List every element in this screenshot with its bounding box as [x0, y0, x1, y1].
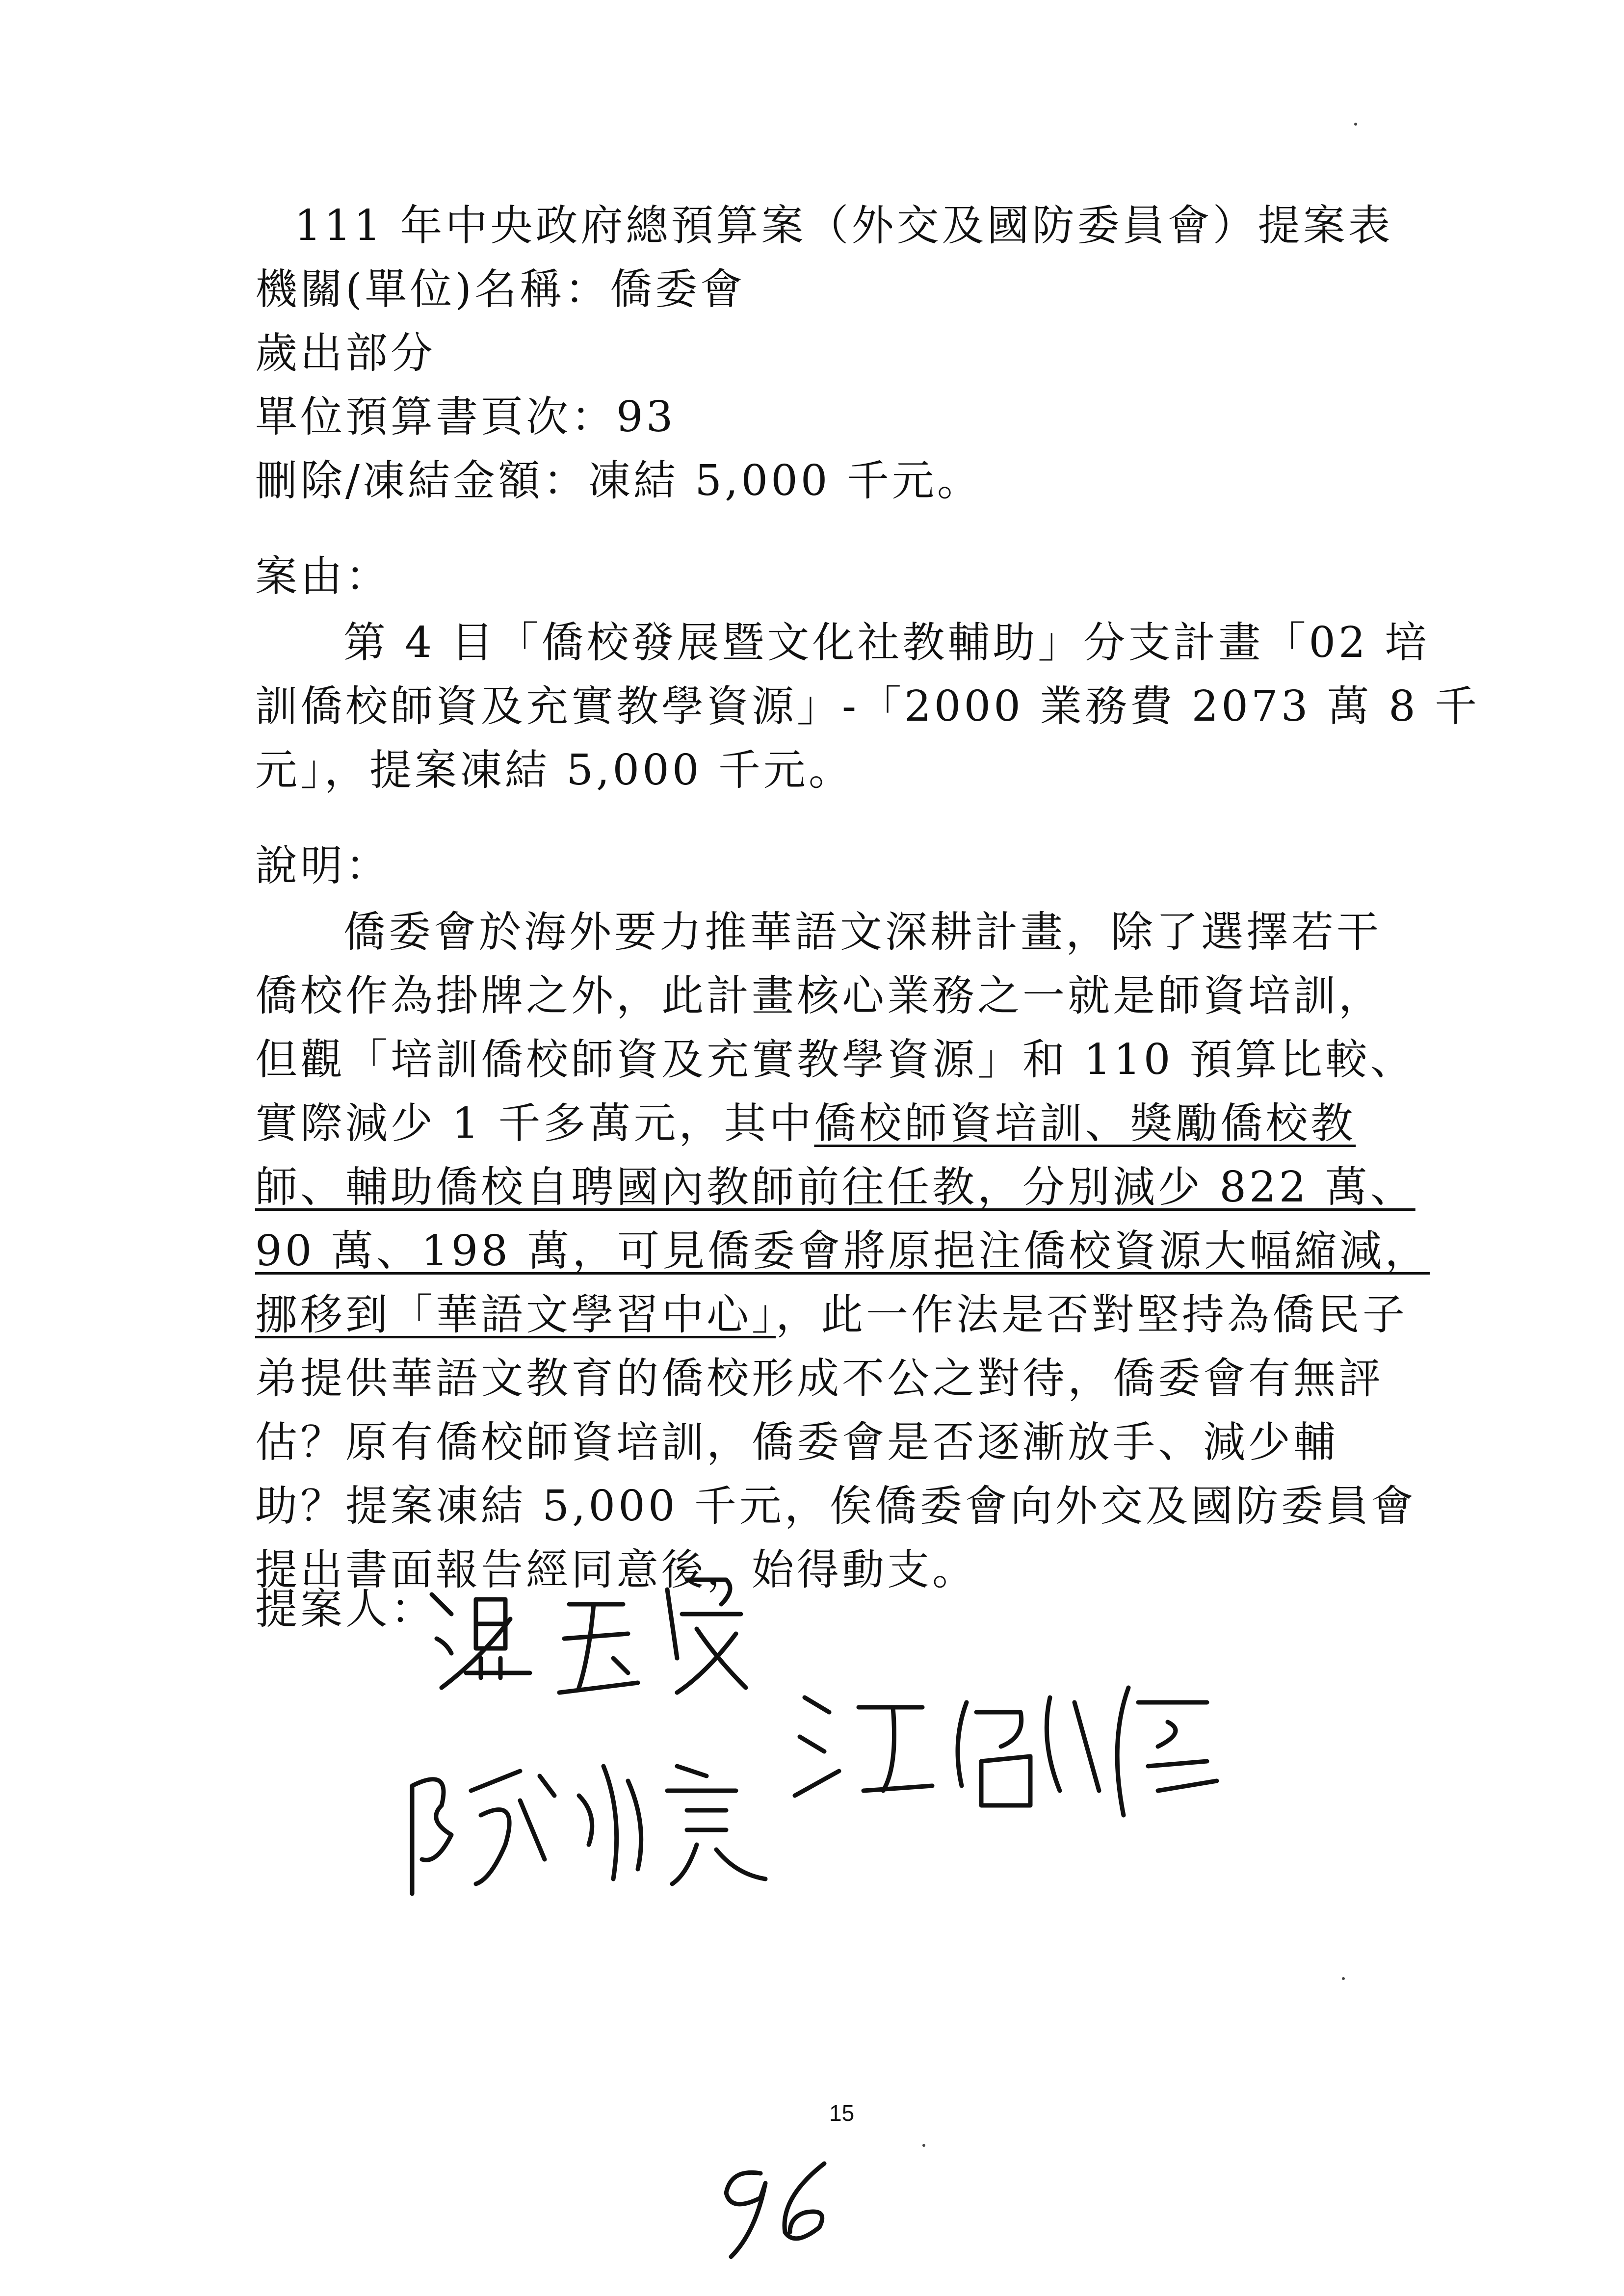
- scan-speck: [1354, 123, 1357, 126]
- document-title: 111 年中央政府總預算案（外交及國防委員會）提案表: [294, 201, 1393, 250]
- explanation-line-2: 僑校作為掛牌之外，此計畫核心業務之一就是師資培訓，: [255, 971, 1384, 1020]
- scan-speck: [922, 2144, 925, 2147]
- explanation-line-4-underlined: 僑校師資培訓、獎勵僑校教: [814, 1099, 1356, 1148]
- handwritten-page-number: [702, 2154, 859, 2262]
- explanation-line-7-plain: ，此一作法是否對堅持為僑民子: [776, 1290, 1408, 1339]
- explanation-line-7-underlined: 挪移到「華語文學習中心」: [255, 1290, 776, 1339]
- signature-3: [785, 1668, 1227, 1830]
- agency-line: 機關(單位)名稱：僑委會: [255, 265, 746, 314]
- case-line-3: 元」，提案凍結 5,000 千元。: [255, 746, 854, 795]
- case-line-1: 第 4 目「僑校發展暨文化社教輔助」分支計畫「02 培: [343, 618, 1430, 667]
- amount-line: 刪除/凍結金額：凍結 5,000 千元。: [255, 456, 982, 505]
- page-reference-line: 單位預算書頁次：93: [255, 392, 676, 442]
- explanation-line-3: 但觀「培訓僑校師資及充實教學資源」和 110 預算比較、: [255, 1035, 1415, 1084]
- explanation-line-4: [255, 1092, 1356, 1155]
- explanation-line-7: [255, 1283, 1408, 1347]
- scan-speck: [1342, 1977, 1345, 1980]
- proposer-label: 提案人：: [255, 1585, 436, 1634]
- signature-1: [422, 1560, 765, 1707]
- case-line-2: 訓僑校師資及充實教學資源」-「2000 業務費 2073 萬 8 千: [255, 682, 1480, 731]
- explanation-line-6: 90 萬、198 萬，可見僑委會將原挹注僑校資源大幅縮減，: [255, 1226, 1430, 1276]
- explanation-line-9: 估？原有僑校師資培訓，僑委會是否逐漸放手、減少輔: [255, 1418, 1338, 1467]
- page-number: 15: [829, 2100, 855, 2126]
- case-label: 案由：: [255, 552, 391, 601]
- section-line: 歲出部分: [255, 329, 436, 378]
- explanation-line-4-plain: 實際減少 1 千多萬元，其中: [255, 1099, 814, 1148]
- explanation-line-8: 弟提供華語文教育的僑校形成不公之對待，僑委會有無評: [255, 1354, 1384, 1403]
- explanation-label: 說明：: [255, 841, 391, 890]
- explanation-line-10: 助？提案凍結 5,000 千元，俟僑委會向外交及國防委員會: [255, 1482, 1416, 1531]
- signature-2: [393, 1737, 834, 1899]
- explanation-line-5: 師、輔助僑校自聘國內教師前往任教，分別減少 822 萬、: [255, 1163, 1415, 1212]
- explanation-line-11: 提出書面報告經同意後，始得動支。: [255, 1545, 977, 1594]
- explanation-line-1: 僑委會於海外要力推華語文深耕計畫，除了選擇若干: [343, 908, 1382, 957]
